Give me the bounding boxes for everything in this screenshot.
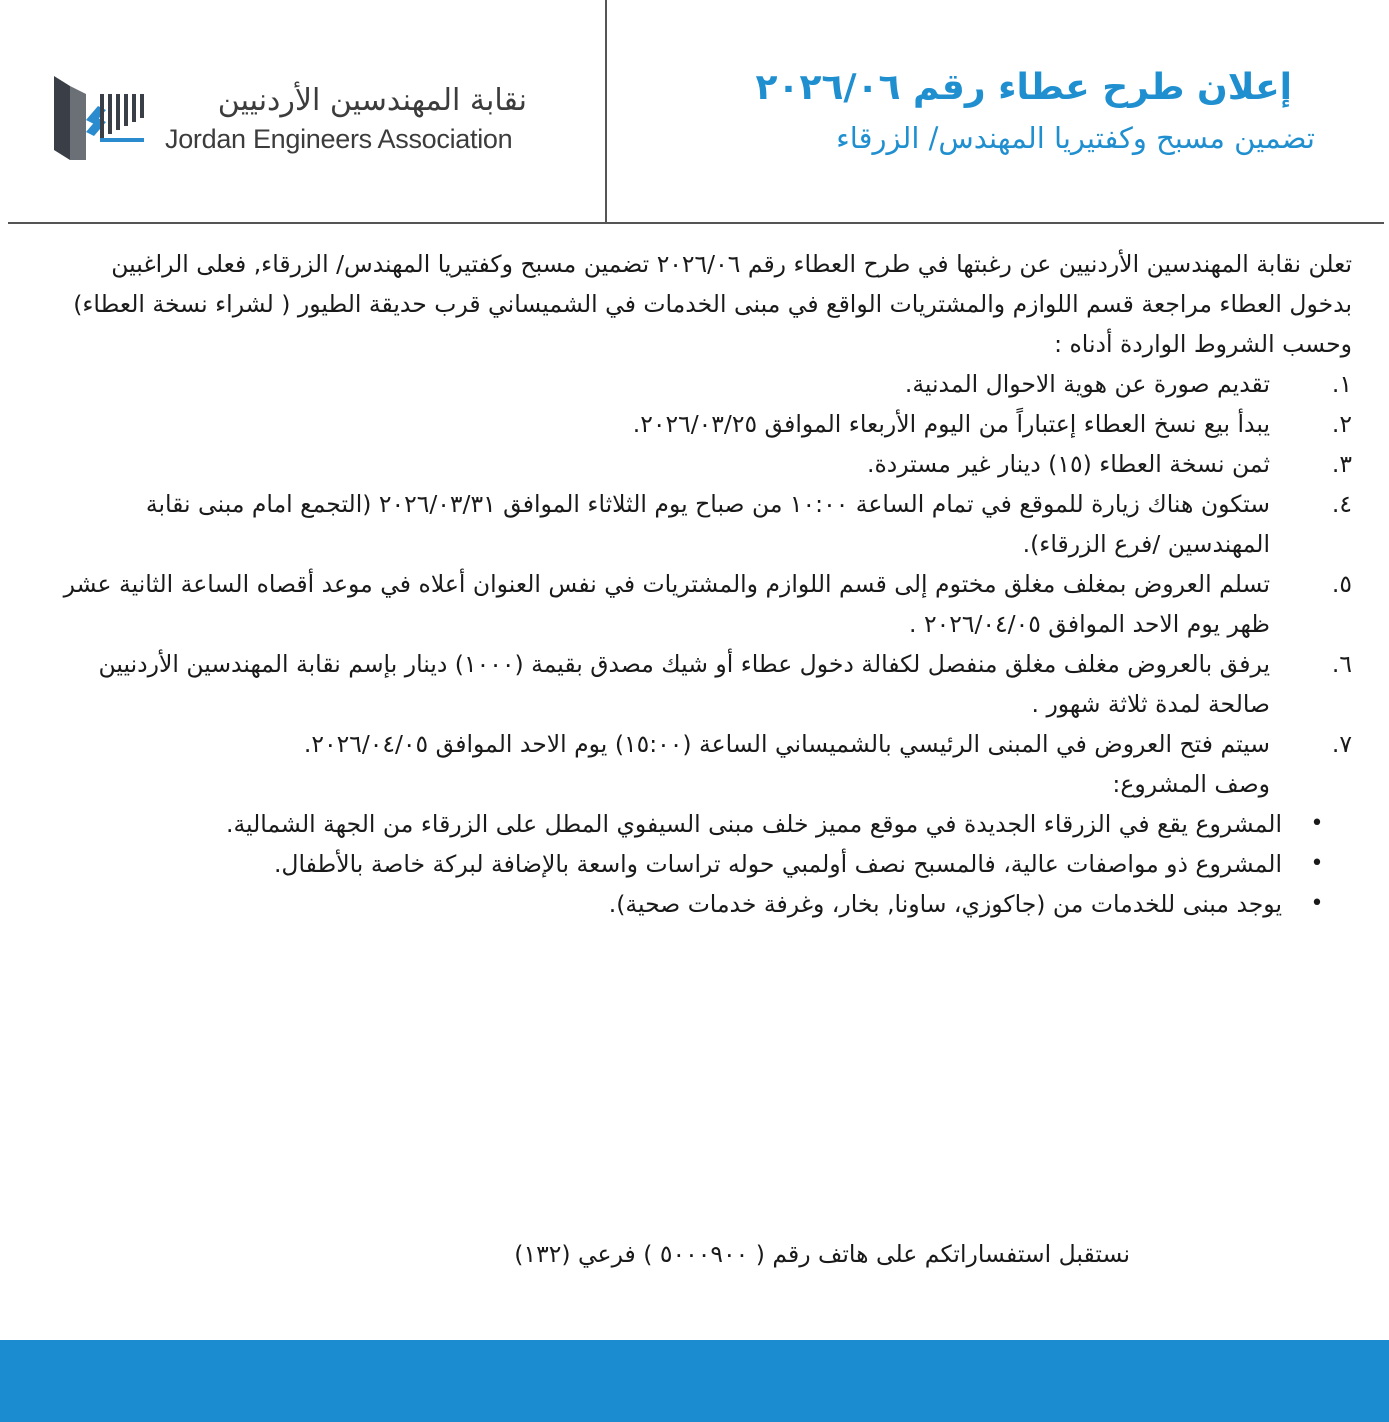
condition-number: ٣.	[1331, 450, 1352, 478]
description-item-3	[52, 884, 1352, 924]
condition-item-5	[52, 564, 1352, 644]
condition-item-1	[52, 364, 1352, 404]
condition-text: سيتم فتح العروض في المبنى الرئيسي بالشميساني الساعة (١٥:٠٠) يوم الاحد الموافق ٢٠٢٦/٠٤/٠٥.	[303, 730, 1270, 758]
header-vertical-divider	[605, 0, 607, 224]
condition-number: ٥.	[1331, 570, 1352, 598]
condition-number: ١.	[1331, 370, 1352, 398]
org-name-arabic: نقابة المهندسين الأردنيين	[217, 83, 527, 118]
condition-number: ٧.	[1331, 730, 1352, 758]
condition-item-3	[52, 444, 1352, 484]
condition-number: ٢.	[1331, 410, 1352, 438]
condition-item-4	[52, 484, 1352, 564]
announcement-subtitle: تضمين مسبح وكفتيريا المهندس/ الزرقاء	[836, 121, 1315, 155]
contact-line: نستقبل استفساراتكم على هاتف رقم ( ٥٠٠٠٩٠٠ ) فرعي (١٣٢)	[514, 1240, 1130, 1268]
jea-logo-icon	[54, 76, 150, 160]
description-item-1	[52, 804, 1352, 844]
condition-item-2	[52, 404, 1352, 444]
condition-number: ٦.	[1331, 650, 1352, 678]
description-item-2	[52, 844, 1352, 884]
condition-item-6	[52, 644, 1352, 724]
condition-number: ٤.	[1331, 490, 1352, 518]
description-text: المشروع يقع في الزرقاء الجديدة في موقع مميز خلف مبنى السيفوي المطل على الزرقاء من الجهة الشمالية.	[225, 810, 1282, 838]
bullet-icon: •	[1310, 891, 1324, 916]
condition-text: يبدأ بيع نسخ العطاء إعتباراً من اليوم الأربعاء الموافق ٢٠٢٦/٠٣/٢٥.	[632, 410, 1270, 438]
org-name-english: Jordan Engineers Association	[165, 124, 513, 154]
condition-text: تسلم العروض بمغلف مغلق مختوم إلى قسم اللوازم والمشتريات في نفس العنوان أعلاه في موعد أقصاه الساعة الثانية عشر ظهر يوم الاحد الموافق ٢٠٢٦/٠٤/٠٥ .	[63, 570, 1270, 638]
announcement-title: إعلان طرح عطاء رقم ٢٠٢٦/٠٦	[755, 67, 1292, 108]
condition-text: تقديم صورة عن هوية الاحوال المدنية.	[904, 370, 1270, 398]
description-text: المشروع ذو مواصفات عالية، فالمسبح نصف أولمبي حوله تراسات واسعة بالإضافة لبركة خاصة بالأطفال.	[273, 850, 1282, 878]
footer-bar	[0, 1340, 1389, 1422]
bullet-icon: •	[1310, 811, 1324, 836]
condition-text: يرفق بالعروض مغلف مغلق منفصل لكفالة دخول عطاء أو شيك مصدق بقيمة (١٠٠٠) دينار بإسم نقابة المهندسين الأردنيين صالحة لمدة ثلاثة شهور .	[98, 650, 1270, 718]
description-text: يوجد مبنى للخدمات من (جاكوزي، ساونا, بخار، وغرفة خدمات صحية).	[608, 890, 1282, 918]
project-description-heading: وصف المشروع:	[1112, 770, 1270, 798]
condition-item-7	[52, 724, 1352, 764]
bullet-icon: •	[1310, 851, 1324, 876]
condition-text: ثمن نسخة العطاء (١٥) دينار غير مستردة.	[866, 450, 1270, 478]
intro-paragraph: تعلن نقابة المهندسين الأردنيين عن رغبتها في طرح العطاء رقم ٢٠٢٦/٠٦ تضمين مسبح وكفتيريا المهندس/ الزرقاء, فعلى الراغبين بدخول العطاء مراجعة قسم اللوازم والمشتريات الواقع في مبنى الخدمات في الشميساني قرب حديقة الطيور ( لشراء نسخة العطاء) وحسب الشروط الواردة أدناه :	[73, 250, 1352, 358]
header-horizontal-divider	[8, 222, 1384, 224]
condition-text: ستكون هناك زيارة للموقع في تمام الساعة ١٠:٠٠ من صباح يوم الثلاثاء الموافق ٢٠٢٦/٠٣/٣١ (التجمع امام مبنى نقابة المهندسين /فرع الزرقاء).	[145, 490, 1270, 558]
announcement-body	[52, 244, 1352, 924]
header	[0, 0, 1389, 224]
